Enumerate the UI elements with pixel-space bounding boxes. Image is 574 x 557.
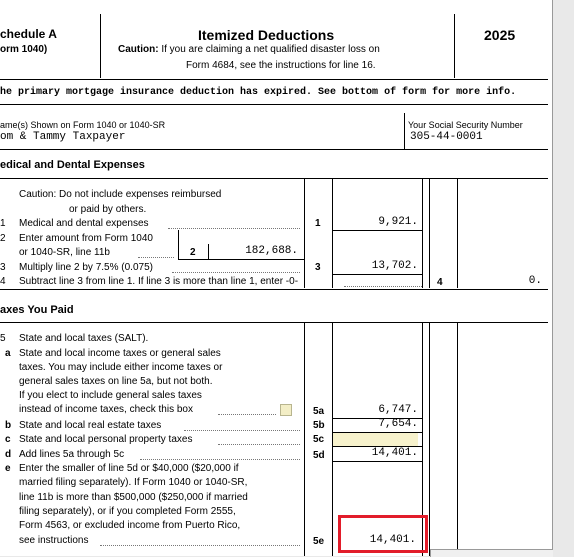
leader-dots <box>184 430 300 431</box>
line-4-box-label: 4 <box>437 277 443 288</box>
column-line <box>178 230 179 260</box>
line-5e-text-2: married filing separately). If Form 1040 or 1040-SR, <box>19 477 248 488</box>
line-5c-letter: c <box>5 434 11 445</box>
form-title: Itemized Deductions <box>198 27 335 43</box>
line-4-number: 4 <box>0 276 6 287</box>
line-5d-box-label: 5d <box>313 450 325 461</box>
leader-dots <box>138 257 174 258</box>
line-5a-text-5: instead of income taxes, check this box <box>19 404 193 415</box>
line-5b-label: State and local real estate taxes <box>19 420 162 431</box>
line-5c-amount[interactable] <box>333 433 418 446</box>
highlight-box <box>338 515 428 553</box>
rule <box>0 104 548 105</box>
medical-section-heading: edical and Dental Expenses <box>0 159 145 171</box>
line-5a-amount[interactable]: 6,747. <box>378 404 418 416</box>
divider <box>454 14 455 78</box>
column-line <box>332 178 333 288</box>
pmi-notice: he primary mortgage insurance deduction has expired. See bottom of form for more info. <box>0 87 517 98</box>
line-5b-letter: b <box>5 420 12 431</box>
line-5e-text-3: line 11b is more than $500,000 ($250,000 if married <box>19 492 248 503</box>
line-5e-amount[interactable]: 14,401. <box>369 534 416 546</box>
caution-line-2: Form 4684, see the instructions for line 16. <box>186 60 376 71</box>
line-5a-box-label: 5a <box>313 406 325 417</box>
line-5e-text-1: Enter the smaller of line 5d or $40,000 ($20,000 if <box>19 463 239 474</box>
line-5d-letter: d <box>5 449 12 460</box>
line-5e-text-4: filing separately), or if you completed Form 2555, <box>19 506 236 517</box>
caution-line-1: Caution: If you are claiming a net qualified disaster loss on <box>118 44 380 55</box>
line-5a-text-4: If you elect to include general sales taxes <box>19 390 202 401</box>
line-1-amount[interactable]: 9,921. <box>378 216 418 228</box>
line-5a-text-3: general sales taxes on line 5a, but not both. <box>19 376 213 387</box>
line-2-label-2: or 1040-SR, line 11b <box>19 247 110 258</box>
line-2-box-label: 2 <box>190 247 196 258</box>
leader-dots <box>172 272 300 273</box>
column-line <box>304 178 305 288</box>
column-line <box>422 178 423 288</box>
column-line <box>457 322 458 556</box>
line-4-label: Subtract line 3 from line 1. If line 3 is more than line 1, enter -0- <box>19 276 299 287</box>
line-5a-text-1: State and local income taxes or general sales <box>19 348 221 359</box>
rule <box>332 230 422 231</box>
line-5e-text-5: Form 4563, or excluded income from Puerto Rico, <box>19 520 241 531</box>
rule <box>0 289 548 290</box>
line-3-label: Multiply line 2 by 7.5% (0.075) <box>19 262 153 273</box>
medical-caution-2: or paid by others. <box>69 204 147 215</box>
leader-dots <box>218 414 276 415</box>
line-3-amount[interactable]: 13,702. <box>371 260 418 272</box>
tax-year: 2025 <box>484 27 516 43</box>
line-5c-box-label: 5c <box>313 434 325 445</box>
line-5b-amount[interactable]: 7,654. <box>378 418 418 430</box>
column-line <box>429 322 430 556</box>
form-reference: orm 1040) <box>0 44 48 55</box>
column-line <box>208 244 209 260</box>
line-5a-letter: a <box>5 348 11 359</box>
line-3-number: 3 <box>0 262 6 273</box>
leader-dots <box>344 286 422 287</box>
leader-dots <box>140 459 300 460</box>
line-5d-amount[interactable]: 14,401. <box>371 447 418 459</box>
line-5d-label: Add lines 5a through 5c <box>19 449 125 460</box>
line-5-label: State and local taxes (SALT). <box>19 333 149 344</box>
line-5-number: 5 <box>0 333 6 344</box>
rule <box>332 461 422 462</box>
leader-dots <box>168 228 300 229</box>
leader-dots <box>100 545 300 546</box>
line-2-amount[interactable]: 182,688. <box>245 245 298 257</box>
taxpayer-name: om & Tammy Taxpayer <box>0 131 126 143</box>
line-1-label: Medical and dental expenses <box>19 218 149 229</box>
line-1-box-label: 1 <box>315 218 321 229</box>
line-3-box-label: 3 <box>315 262 321 273</box>
line-5a-text-2: taxes. You may include either income taxes or <box>19 362 223 373</box>
divider <box>404 113 405 149</box>
rule <box>0 79 548 80</box>
taxes-section-heading: axes You Paid <box>0 304 74 316</box>
line-5b-box-label: 5b <box>313 420 325 431</box>
line-2-number: 2 <box>0 233 6 244</box>
column-line <box>457 178 458 288</box>
line-2-label-1: Enter amount from Form 1040 <box>19 233 153 244</box>
ssn-label: Your Social Security Number <box>408 120 523 130</box>
line-5e-box-label: 5e <box>313 536 325 547</box>
line-1-number: 1 <box>0 218 6 229</box>
sales-tax-checkbox[interactable] <box>280 404 292 416</box>
divider <box>100 14 101 78</box>
rule <box>332 274 422 275</box>
name-label: ame(s) Shown on Form 1040 or 1040-SR <box>0 120 166 130</box>
ssn-value: 305-44-0001 <box>410 131 483 143</box>
rule <box>0 149 548 150</box>
line-5e-text-6: see instructions <box>19 535 89 546</box>
rule <box>0 178 548 179</box>
rule <box>178 259 304 260</box>
medical-caution-1: Caution: Do not include expenses reimbursed <box>19 189 222 200</box>
rule <box>0 322 548 323</box>
schedule-label: chedule A <box>0 27 57 41</box>
column-line <box>304 322 305 556</box>
line-4-amount[interactable]: 0. <box>528 275 542 287</box>
line-5c-label: State and local personal property taxes <box>19 434 193 445</box>
line-5e-letter: e <box>5 463 11 474</box>
page-edge <box>552 0 553 556</box>
column-line <box>429 178 430 288</box>
leader-dots <box>218 444 300 445</box>
